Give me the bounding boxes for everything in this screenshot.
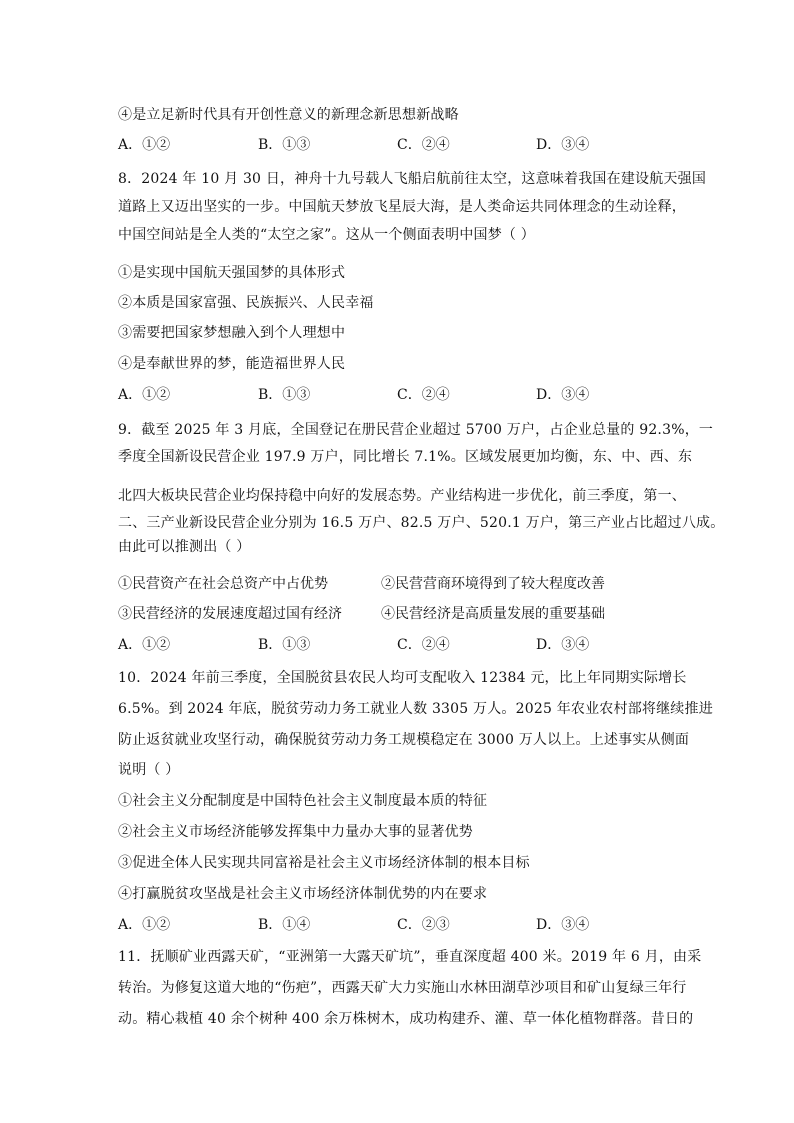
q10-item-4: ④打赢脱贫攻坚战是社会主义市场经济体制优势的内在要求 [118, 886, 488, 902]
q8-stem-line: 中国空间站是全人类的“太空之家”。这从一个侧面表明中国梦（ ） [118, 227, 535, 243]
q10-stem-line: 10．2024 年前三季度，全国脱贫县农民人均可支配收入 12384 元，比上年同期实际增长 [118, 670, 687, 686]
q11-stem-line: 动。精心栽植 40 余个树种 400 余万株树木，成功构建乔、灌、草一体化植物群落。昔日的 [118, 1011, 694, 1027]
q11-stem-line: 11．抚顺矿业西露天矿，“亚洲第一大露天矿坑”，垂直深度超 400 米。2019 年 6 月，由采 [118, 949, 702, 965]
q9-option-a[interactable]: A．①② [118, 637, 171, 653]
q7-option-d[interactable]: D．③④ [536, 137, 590, 153]
q9-option-c[interactable]: C．②④ [397, 637, 450, 653]
q9-option-d[interactable]: D．③④ [536, 637, 590, 653]
q8-option-a[interactable]: A．①② [118, 387, 171, 403]
q9-item-3: ③民营经济的发展速度超过国有经济 [118, 606, 342, 622]
q9-item-4: ④民营经济是高质量发展的重要基础 [381, 606, 605, 622]
q10-item-3: ③促进全体人民实现共同富裕是社会主义市场经济体制的根本目标 [118, 855, 530, 871]
q10-option-b[interactable]: B．①④ [258, 917, 311, 933]
q10-item-2: ②社会主义市场经济能够发挥集中力量办大事的显著优势 [118, 824, 473, 840]
q7-item-4: ④是立足新时代具有开创性意义的新理念新思想新战略 [118, 107, 459, 123]
q8-option-c[interactable]: C．②④ [397, 387, 450, 403]
q9-option-b[interactable]: B．①③ [258, 637, 311, 653]
q7-option-b[interactable]: B．①③ [258, 137, 311, 153]
q9-stem-line: 北四大板块民营企业均保持稳中向好的发展态势。产业结构进一步优化，前三季度，第一、 [118, 488, 686, 504]
q8-item-1: ①是实现中国航天强国梦的具体形式 [118, 265, 346, 281]
q9-stem-line: 季度全国新设民营企业 197.9 万户，同比增长 7.1%。区域发展更加均衡，东、中、西、东 [118, 449, 693, 465]
q9-item-1: ①民营资产在社会总资产中占优势 [118, 576, 328, 592]
q10-option-d[interactable]: D．③④ [536, 917, 590, 933]
q8-option-d[interactable]: D．③④ [536, 387, 590, 403]
q10-item-1: ①社会主义分配制度是中国特色社会主义制度最本质的特征 [118, 793, 488, 809]
q10-option-a[interactable]: A．①② [118, 917, 171, 933]
q8-stem-line: 道路上又迈出坚实的一步。中国航天梦放飞星辰大海，是人类命运共同体理念的生动诠释， [118, 199, 686, 215]
q8-item-2: ②本质是国家富强、民族振兴、人民幸福 [118, 295, 374, 311]
q7-option-c[interactable]: C．②④ [397, 137, 450, 153]
q8-option-b[interactable]: B．①③ [258, 387, 311, 403]
q8-item-4: ④是奉献世界的梦，能造福世界人民 [118, 356, 346, 372]
q10-stem-line: 防止返贫就业攻坚行动，确保脱贫劳动力务工规模稳定在 3000 万人以上。上述事实从侧面 [118, 732, 690, 748]
q10-stem-line: 说明（ ） [118, 762, 180, 778]
q7-option-a[interactable]: A．①② [118, 137, 171, 153]
q8-item-3: ③需要把国家梦想融入到个人理想中 [118, 325, 346, 341]
q9-stem-line: 二、三产业新设民营企业分别为 16.5 万户、82.5 万户、520.1 万户，第三产业占比超过八成。 [118, 515, 725, 531]
q9-stem-line: 9．截至 2025 年 3 月底，全国登记在册民营企业超过 5700 万户，占企业总量的 92.3%，一 [118, 422, 714, 438]
q10-stem-line: 6.5%。到 2024 年底，脱贫劳动力务工就业人数 3305 万人。2025 年农业农村部将继续推进 [118, 701, 713, 717]
q9-stem-line: 由此可以推测出（ ） [118, 539, 251, 555]
q8-stem-line: 8．2024 年 10 月 30 日，神舟十九号载人飞船启航前往太空，这意味着我国在建设航天强国 [118, 171, 707, 187]
q11-stem-line: 转治。为修复这道大地的“伤疤”，西露天矿大力实施山水林田湖草沙项目和矿山复绿三年行 [118, 980, 687, 996]
q9-item-2: ②民营营商环境得到了较大程度改善 [381, 576, 605, 592]
q10-option-c[interactable]: C．②③ [397, 917, 450, 933]
